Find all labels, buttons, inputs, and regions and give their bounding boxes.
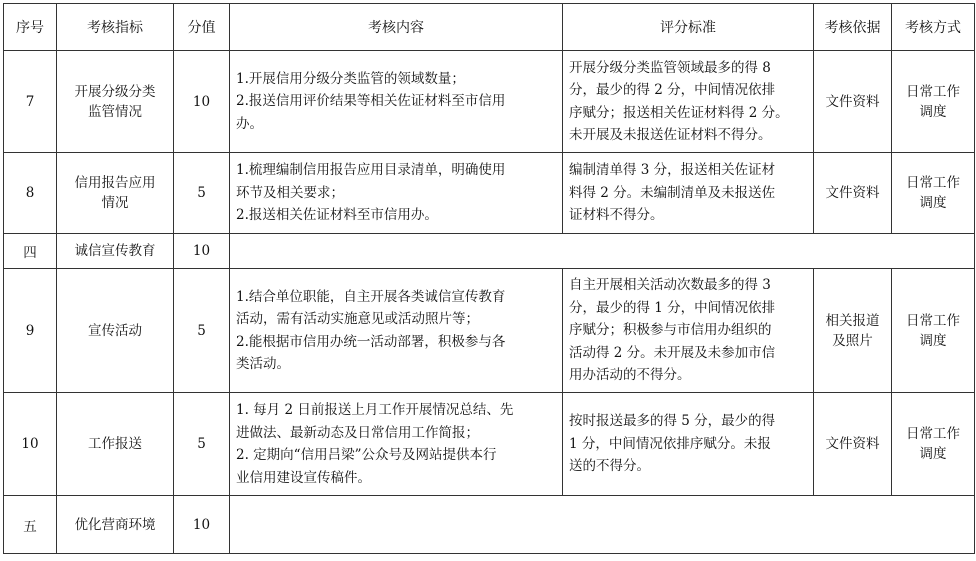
content-cell-line: 2.报送相关佐证材料至市信用办。 bbox=[236, 207, 438, 224]
header-content: 考核内容 bbox=[230, 4, 563, 51]
indicator-cell bbox=[57, 51, 174, 153]
header-method: 考核方式 bbox=[892, 4, 975, 51]
method-cell-line: 调度 bbox=[919, 103, 947, 120]
criteria-cell-line: 按时报送最多的得 5 分，最少的得 bbox=[569, 413, 776, 430]
criteria-cell bbox=[563, 51, 814, 153]
criteria-cell-line: 活动得 2 分。未开展及未参加市信 bbox=[569, 344, 776, 361]
score-cell: 5 bbox=[174, 269, 230, 393]
content-cell-line: 活动，需有活动实施意见或活动照片等； bbox=[236, 311, 479, 327]
indicator-cell bbox=[57, 269, 174, 393]
score-cell: 10 bbox=[174, 234, 230, 269]
row-number: 8 bbox=[4, 153, 57, 234]
method-cell-line: 日常工作 bbox=[906, 83, 960, 100]
header-no: 序号 bbox=[4, 4, 57, 51]
content-cell bbox=[230, 393, 563, 496]
section-row bbox=[4, 496, 975, 554]
indicator-cell bbox=[57, 393, 174, 496]
header-indicator: 考核指标 bbox=[57, 4, 174, 51]
section-blank-cell bbox=[230, 496, 975, 554]
table-body bbox=[4, 51, 975, 554]
assessment-table bbox=[3, 3, 975, 554]
indicator-cell bbox=[57, 496, 174, 554]
indicator-cell-line: 宣传活动 bbox=[88, 322, 142, 339]
table-row bbox=[4, 51, 975, 153]
indicator-cell-line: 信用报告应用 bbox=[74, 175, 156, 191]
basis-cell-line: 及照片 bbox=[832, 332, 873, 349]
content-cell bbox=[230, 153, 563, 234]
basis-cell bbox=[814, 153, 892, 234]
row-number: 四 bbox=[4, 234, 57, 269]
content-cell-line: 1. 每月 2 日前报送上月工作开展情况总结、先 bbox=[236, 402, 514, 418]
content-cell-line: 2. 定期向“信用吕梁”公众号及网站提供本行 bbox=[236, 447, 497, 463]
method-cell-line: 日常工作 bbox=[906, 426, 960, 442]
content-cell-line: 类活动。 bbox=[236, 356, 290, 372]
content-cell-line: 进做法、最新动态及日常信用工作简报； bbox=[236, 424, 479, 441]
row-number: 10 bbox=[4, 393, 57, 496]
criteria-cell bbox=[563, 393, 814, 496]
basis-cell-line: 文件资料 bbox=[825, 93, 880, 110]
criteria-cell-line: 序赋分；报送相关佐证材料得 2 分。 bbox=[569, 104, 789, 121]
basis-cell bbox=[814, 269, 892, 393]
content-cell bbox=[230, 51, 563, 153]
row-number: 五 bbox=[4, 496, 57, 554]
method-cell-line: 调度 bbox=[919, 446, 947, 462]
method-cell-line: 日常工作 bbox=[906, 312, 960, 329]
basis-cell-line: 相关报道 bbox=[825, 312, 880, 329]
method-cell bbox=[892, 393, 975, 496]
content-cell bbox=[230, 269, 563, 393]
content-cell-line: 2.能根据市信用办统一活动部署，积极参与各 bbox=[236, 333, 506, 350]
method-cell bbox=[892, 51, 975, 153]
header-basis: 考核依据 bbox=[814, 4, 892, 51]
content-cell-line: 1.梳理编制信用报告应用目录清单，明确使用 bbox=[236, 162, 506, 179]
indicator-cell bbox=[57, 234, 174, 269]
basis-cell-line: 文件资料 bbox=[825, 436, 880, 452]
criteria-cell-line: 未开展及未报送佐证材料不得分。 bbox=[569, 127, 772, 143]
row-number: 9 bbox=[4, 269, 57, 393]
header-row bbox=[4, 4, 975, 51]
basis-cell bbox=[814, 51, 892, 153]
table-row bbox=[4, 153, 975, 234]
content-cell-line: 环节及相关要求； bbox=[236, 184, 344, 201]
method-cell-line: 调度 bbox=[919, 332, 947, 349]
indicator-cell-line: 工作报送 bbox=[88, 436, 142, 452]
score-cell: 5 bbox=[174, 153, 230, 234]
criteria-cell bbox=[563, 153, 814, 234]
content-cell-line: 业信用建设宣传稿件。 bbox=[236, 469, 371, 486]
section-blank-cell bbox=[230, 234, 975, 269]
content-cell-line: 1.开展信用分级分类监管的领域数量； bbox=[236, 70, 465, 87]
score-cell: 10 bbox=[174, 51, 230, 153]
method-cell-line: 日常工作 bbox=[906, 175, 960, 191]
criteria-cell-line: 自主开展相关活动次数最多的得 3 bbox=[569, 277, 771, 294]
indicator-cell bbox=[57, 153, 174, 234]
criteria-cell-line: 分，最少的得 2 分，中间情况依排 bbox=[569, 82, 776, 98]
indicator-cell-line: 监管情况 bbox=[88, 103, 142, 120]
header-score: 分值 bbox=[174, 4, 230, 51]
indicator-cell-line: 诚信宣传教育 bbox=[74, 243, 156, 259]
method-cell-line: 调度 bbox=[919, 195, 947, 211]
score-cell: 5 bbox=[174, 393, 230, 496]
score-cell: 10 bbox=[174, 496, 230, 554]
indicator-cell-line: 优化营商环境 bbox=[74, 516, 156, 533]
method-cell bbox=[892, 153, 975, 234]
content-cell-line: 1.结合单位职能，自主开展各类诚信宣传教育 bbox=[236, 288, 506, 305]
basis-cell bbox=[814, 393, 892, 496]
criteria-cell-line: 开展分级分类监管领域最多的得 8 bbox=[569, 59, 771, 76]
criteria-cell-line: 序赋分；积极参与市信用办组织的 bbox=[569, 322, 772, 339]
criteria-cell-line: 证材料不得分。 bbox=[569, 207, 664, 224]
indicator-cell-line: 情况 bbox=[101, 195, 129, 211]
section-row bbox=[4, 234, 975, 269]
table-row bbox=[4, 393, 975, 496]
basis-cell-line: 文件资料 bbox=[825, 185, 880, 201]
content-cell-line: 2.报送信用评价结果等相关佐证材料至市信用 bbox=[236, 93, 506, 110]
criteria-cell-line: 送的不得分。 bbox=[569, 458, 650, 475]
row-number: 7 bbox=[4, 51, 57, 153]
criteria-cell-line: 料得 2 分。未编制清单及未报送佐 bbox=[569, 184, 776, 201]
header-criteria: 评分标准 bbox=[563, 4, 814, 51]
criteria-cell bbox=[563, 269, 814, 393]
content-cell-line: 办。 bbox=[236, 115, 263, 132]
indicator-cell-line: 开展分级分类 bbox=[74, 83, 156, 100]
criteria-cell-line: 用办活动的不得分。 bbox=[569, 367, 691, 384]
criteria-cell-line: 分，最少的得 1 分，中间情况依排 bbox=[569, 299, 776, 316]
method-cell bbox=[892, 269, 975, 393]
criteria-cell-line: 编制清单得 3 分，报送相关佐证材 bbox=[569, 162, 776, 179]
table-row bbox=[4, 269, 975, 393]
criteria-cell-line: 1 分，中间情况依排序赋分。未报 bbox=[569, 435, 771, 452]
